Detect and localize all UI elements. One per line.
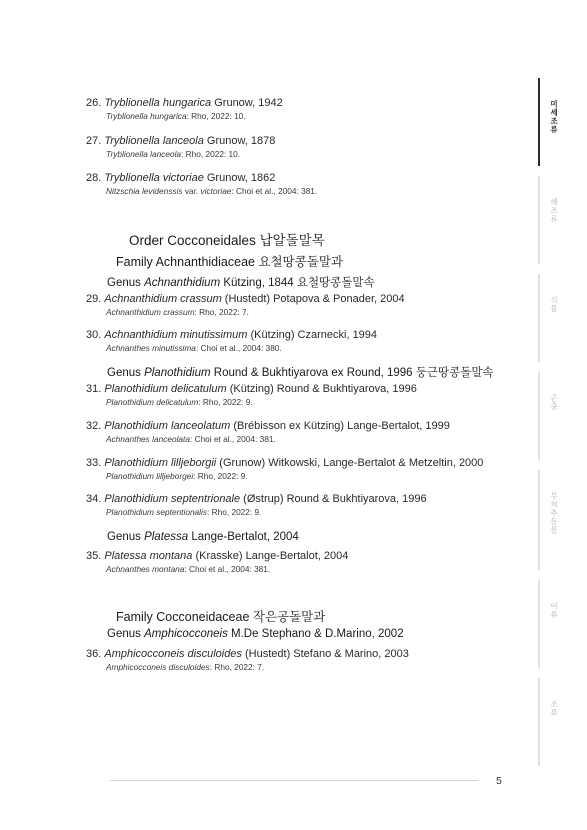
species-name: Planothidium septentrionale <box>104 493 241 505</box>
species-line <box>86 456 516 470</box>
species-name: Achnanthidium minutissimum <box>104 329 248 341</box>
synonym-citation: : Choi et al., 2004: 381. <box>184 564 271 574</box>
sidebar-tab-seaweed[interactable] <box>538 176 562 264</box>
sidebar-tab-fish[interactable] <box>538 580 562 668</box>
synonym-line <box>106 185 516 197</box>
sidebar-tab-label: 미세조류 <box>549 100 559 134</box>
species-line <box>86 382 516 396</box>
entry-number: 29. <box>86 293 102 305</box>
synonym-line <box>106 148 516 160</box>
species-line <box>86 647 516 661</box>
entry-number: 31. <box>86 383 102 395</box>
species-author: (Kützing) Czarnecki, 1994 <box>247 329 378 341</box>
species-entry <box>86 647 516 673</box>
species-author: (Østrup) Round & Bukhtiyarova, 1996 <box>240 493 427 505</box>
genus-heading: Genus Achnanthidium Kützing, 1844 요철땅콩돌말속 <box>107 277 375 289</box>
synonym-citation: : Choi et al., 2004: 381. <box>189 434 276 444</box>
synonym-citation: : Rho, 2022: 10. <box>186 111 246 121</box>
synonym-line <box>106 563 516 575</box>
species-name: Achnanthidium crassum <box>104 293 222 305</box>
entry-number: 34. <box>86 493 102 505</box>
order-heading: Order Cocconeidales 납알돌말목 <box>129 233 325 248</box>
species-line <box>86 134 516 148</box>
synonym-line <box>106 396 516 408</box>
entry-number: 27. <box>86 135 102 147</box>
entry-number: 26. <box>86 97 102 109</box>
family-heading: Family Cocconeidaceae 작은공돌말과 <box>116 610 326 624</box>
species-author: (Hustedt) Stefano & Marino, 2003 <box>241 648 409 660</box>
family-heading: Family Achnanthidiaceae 요철땅콩돌말과 <box>116 255 343 269</box>
synonym-name: Planothidium septentionalis <box>106 507 208 517</box>
species-name: Planothidium lilljeborgii <box>104 457 217 469</box>
synonym-line <box>106 470 516 482</box>
entry-number: 30. <box>86 329 102 341</box>
sidebar-tab-label: 어류 <box>549 602 559 619</box>
sidebar-tab-label: 해조류 <box>549 198 559 224</box>
synonym-name: Achnanthidium crassum <box>106 307 195 317</box>
species-entry <box>86 549 516 575</box>
species-line <box>86 171 516 185</box>
species-entry <box>86 134 516 160</box>
synonym-citation: : Rho, 2022: 10. <box>181 149 241 159</box>
species-name: Tryblionella hungarica <box>104 97 212 109</box>
species-name: Platessa montana <box>104 550 193 562</box>
species-author: (Krasske) Lange-Bertalot, 2004 <box>192 550 349 562</box>
sidebar-tab-invertebrates[interactable] <box>538 470 562 570</box>
entry-number: 36. <box>86 648 102 660</box>
entry-number: 33. <box>86 457 102 469</box>
synonym-name: Tryblionella hungarica <box>106 111 187 121</box>
species-entry <box>86 292 516 318</box>
synonym-citation: : Rho, 2022: 9. <box>207 507 262 517</box>
species-name: Tryblionella victoriae <box>104 172 204 184</box>
genus-heading: Genus Platessa Lange-Bertalot, 2004 <box>107 531 299 543</box>
synonym-line <box>106 433 516 445</box>
species-entry <box>86 419 516 445</box>
species-author: Grunow, 1862 <box>203 172 276 184</box>
species-name: Planothidium lanceolatum <box>104 420 231 432</box>
synonym-line <box>106 661 516 673</box>
genus-heading: Genus Amphicocconeis M.De Stephano & D.Marino, 2002 <box>107 628 404 640</box>
synonym-name: Tryblionella lanceola <box>106 149 182 159</box>
species-author: Grunow, 1942 <box>211 97 283 109</box>
sidebar-tab-plants[interactable] <box>538 274 562 362</box>
synonym-line <box>106 506 516 518</box>
synonym-citation: : Choi et al., 2004: 381. <box>231 186 318 196</box>
sidebar-tab-insects[interactable] <box>538 372 562 460</box>
genus-heading: Genus Planothidium Round & Bukhtiyarova ex Round, 1996 둥근땅콩돌말속 <box>107 367 494 379</box>
entry-number: 35. <box>86 550 102 562</box>
sidebar-tab-label: 무척추동물 <box>549 492 559 535</box>
species-name: Planothidium delicatulum <box>104 383 227 395</box>
synonym-line <box>106 306 516 318</box>
species-line <box>86 328 516 342</box>
species-line <box>86 549 516 563</box>
species-entry <box>86 171 516 197</box>
page-number: 5 <box>496 775 502 787</box>
species-author: (Brébisson ex Kützing) Lange-Bertalot, 1999 <box>230 420 450 432</box>
species-author: (Kützing) Round & Bukhtiyarova, 1996 <box>226 383 417 395</box>
sidebar-tab-label: 곤충 <box>549 394 559 411</box>
synonym-line <box>106 342 516 354</box>
species-line <box>86 419 516 433</box>
species-entry <box>86 382 516 408</box>
synonym-citation: : Rho, 2022: 9. <box>198 397 253 407</box>
synonym-citation: : Rho, 2022: 7. <box>194 307 249 317</box>
species-entry <box>86 492 516 518</box>
entry-number: 28. <box>86 172 102 184</box>
synonym-variety-name: victoriae <box>200 186 232 196</box>
synonym-name: Achnanthes montana <box>106 564 185 574</box>
sidebar-tab-microalgae[interactable] <box>538 78 562 166</box>
sidebar-tab-label: 조류 <box>549 700 559 717</box>
species-line <box>86 492 516 506</box>
synonym-name: Nitzschia levidenssis <box>106 186 183 196</box>
synonym-name: Achnanthes minutissima <box>106 343 196 353</box>
species-name: Amphicocconeis disculoides <box>104 648 242 660</box>
synonym-citation: : Rho, 2022: 7. <box>209 662 265 672</box>
synonym-line <box>106 110 516 122</box>
species-name: Tryblionella lanceola <box>104 135 204 147</box>
synonym-name: Achnanthes lanceolata <box>106 434 190 444</box>
species-author: (Hustedt) Potapova & Ponader, 2004 <box>221 293 405 305</box>
species-author: (Grunow) Witkowski, Lange-Bertalot & Metzeltin, 2000 <box>216 457 484 469</box>
synonym-name: Planothidium delicatulum <box>106 397 199 407</box>
species-line <box>86 292 516 306</box>
synonym-citation: : Rho, 2022: 9. <box>193 471 248 481</box>
species-entry <box>86 96 516 122</box>
synonym-variety-marker: var. <box>182 186 201 196</box>
species-entry <box>86 328 516 354</box>
species-entry <box>86 456 516 482</box>
species-author: Grunow, 1878 <box>203 135 276 147</box>
synonym-name: Amphicocconeis disculoides <box>106 662 210 672</box>
synonym-citation: : Choi et al., 2004: 380. <box>195 343 282 353</box>
synonym-name: Planothidium lilljeborgei <box>106 471 194 481</box>
footer-divider <box>110 780 478 781</box>
entry-number: 32. <box>86 420 102 432</box>
sidebar-tab-label: 식물 <box>549 296 559 313</box>
sidebar-tab-birds[interactable] <box>538 678 562 766</box>
species-line <box>86 96 516 110</box>
